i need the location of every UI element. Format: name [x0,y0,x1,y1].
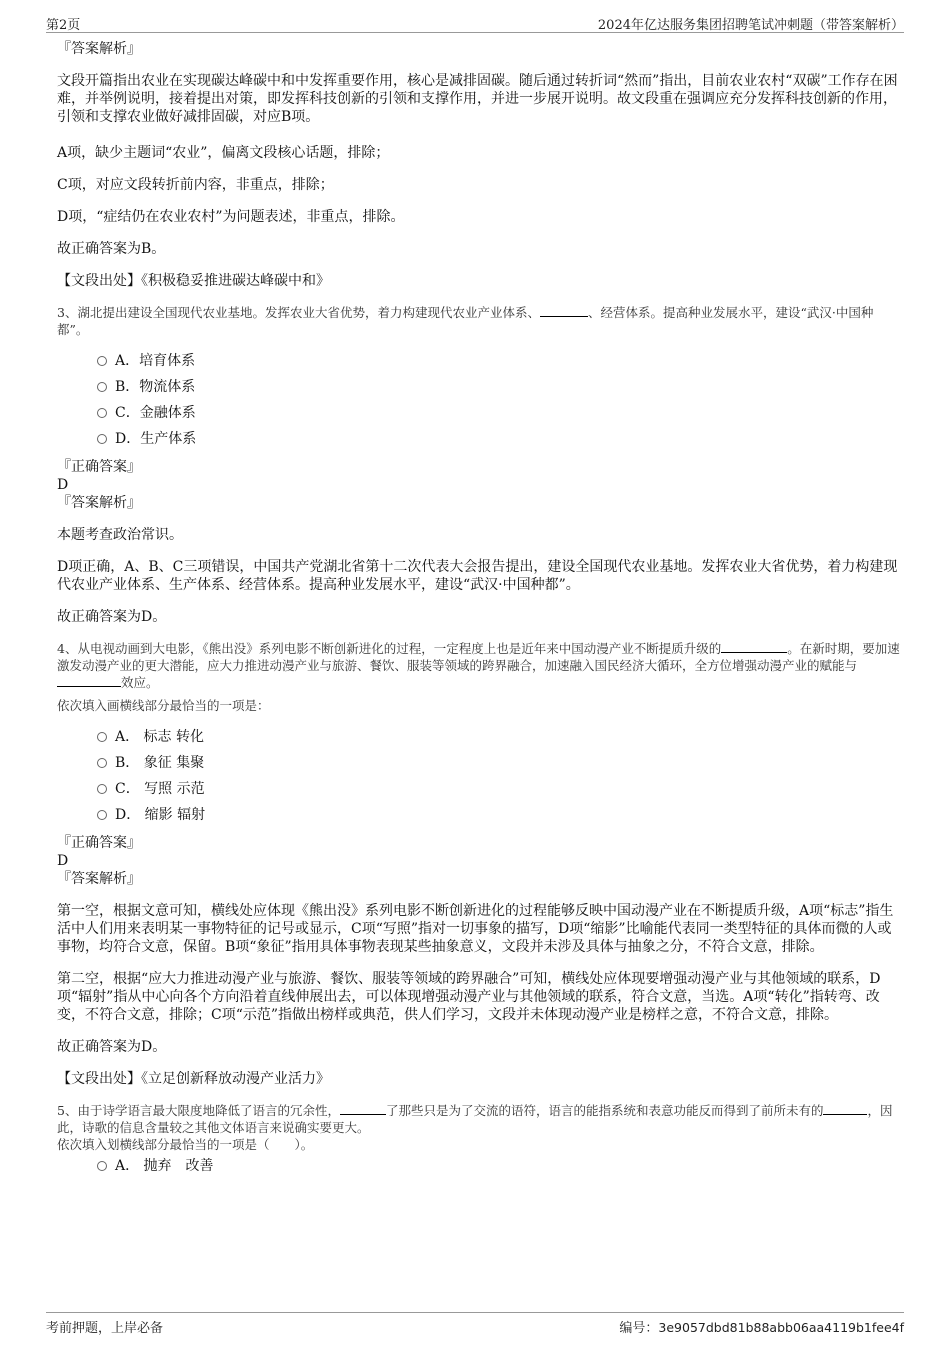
document-title: 2024年亿达服务集团招聘笔试冲刺题（带答案解析） [597,18,904,33]
q4-stem: 4、从电视动画到大电影，《熊出没》系列电影不断创新进化的过程，一定程度上也是近年来中国动漫产业不断提质升级的 。在新时期，要加速激发动漫产业的更大潜能，应大力推进动漫产业与旅游、餐饮、服装等领域的跨界融合，加速融入国民经济大循环，全方位增强动漫产业的赋能与效应。 [57,641,900,690]
q4-source: 【文段出处】《立足创新释放动漫产业活力》 [57,1071,330,1087]
q5-blank-1 [340,1113,386,1115]
q2-analysis: 文段开篇指出农业在实现碳达峰碳中和中发挥重要作用，核心是减排固碳。随后通过转折词“然而”指出，目前农业农村“双碳”工作存在困难，并举例说明，接着提出对策，即发挥科技创新的引领和支撑作用，并进一步展开说明。故文段重在强调应充分发挥科技创新的作用，引领和支撑农业做好减排固碳，对应B项。 [57,73,898,125]
q3-analysis-title: 『答案解析』 [57,495,141,511]
q2-note-c: C项，对应文段转折前内容，非重点，排除； [57,177,334,193]
document-code [619,1317,904,1336]
radio-icon[interactable] [97,810,107,820]
q4-blank-2 [57,685,121,687]
q2-source: 【文段出处】《积极稳妥推进碳达峰碳中和》 [57,273,330,289]
radio-icon[interactable] [97,784,107,794]
code-label: 编号： [619,1321,659,1336]
q3-analysis-1: 本题考查政治常识。 [57,527,183,543]
q3-stem-b: 、经营体系。提高种业发展水平，建设“武汉·中国种都”。 [57,305,874,337]
q4-answer-title: 『正确答案』 [57,835,141,851]
radio-icon[interactable] [97,434,107,444]
q4-analysis-1: 第一空，根据文意可知，横线处应体现《熊出没》系列电影不断创新进化的过程能够反映中国动漫产业在不断提质升级，A项“标志”指生活中人们用来表明某一事物特征的记号或显示，C项“写照”指对一切事象的描写，D项“缩影”比喻能代表同一类型特征的具体而微的人或事物，均符合文意，保留。B项“象征”指用具体事物表现某些抽象意义，文段并未涉及具体与抽象之分，不符合文意，排除。 [57,903,894,955]
q3-option-b[interactable]: B．物流体系 [57,374,902,400]
q3-option-a[interactable]: A．培育体系 [57,348,902,374]
q5-prompt: 依次填入划横线部分最恰当的一项是（ ）。 [57,1137,314,1152]
q5-stem: 5、由于诗学语言最大限度地降低了语言的冗余性， 了那些只是为了交流的语符，语言的能指系统和表意功能反而得到了前所未有的 ，因此，诗歌的信息含量较之其他文体语言来说确实要更大。 [57,1103,893,1135]
q4-analysis-title: 『答案解析』 [57,871,141,887]
q3-analysis-2: D项正确，A、B、C三项错误，中国共产党湖北省第十二次代表大会报告提出，建设全国现代农业基地。发挥农业大省优势，着力构建现代农业产业体系、生产体系、经营体系。提高种业发展水平，建设“武汉·中国种都”。 [57,559,898,593]
q4-analysis-2: 第二空，根据“应大力推进动漫产业与旅游、餐饮、服装等领域的跨界融合”可知，横线处应体现要增强动漫产业与其他领域的联系，D项“辐射”指从中心向各个方向沿着直线伸展出去，可以体现增强动漫产业与其他领域的联系，符合文意，当选。A项“转化”指转弯、改变，不符合文意，排除；C项“示范”指做出榜样或典范，供人们学习，文段并未体现动漫产业是榜样之意，不符合文意，排除。 [57,971,881,1023]
q3-option-d[interactable]: D．生产体系 [57,426,902,452]
q3-blank [540,315,588,317]
code-value: 3e9057dbd81b88abb06aa4119b1fee4f [658,1320,904,1335]
radio-icon[interactable] [97,408,107,418]
q2-note-d: D项，“症结仍在农业农村”为问题表述，非重点，排除。 [57,209,405,225]
page-number: 第2页 [46,18,81,33]
q5-option-a[interactable]: A． 抛弃 改善 [57,1153,902,1179]
q4-option-a[interactable]: A． 标志 转化 [57,724,902,750]
q2-analysis-title: 『答案解析』 [57,41,141,57]
radio-icon[interactable] [97,382,107,392]
page-header [46,12,904,33]
q4-conclusion: 故正确答案为D。 [57,1039,167,1055]
content [57,40,902,1179]
q4-answer: D [57,853,69,869]
q2-note-a: A项，缺少主题词“农业”，偏离文段核心话题，排除； [57,145,390,161]
q3-stem [57,304,902,338]
q3-answer: D [57,477,69,493]
radio-icon[interactable] [97,732,107,742]
radio-icon[interactable] [97,356,107,366]
q4-blank-1 [721,651,787,653]
q4-option-c[interactable]: C． 写照 示范 [57,776,902,802]
q3-answer-title: 『正确答案』 [57,459,141,475]
radio-icon[interactable] [97,1161,107,1171]
q4-option-b[interactable]: B． 象征 集聚 [57,750,902,776]
q3-conclusion: 故正确答案为D。 [57,609,167,625]
footer-slogan: 考前押题，上岸必备 [46,1321,164,1336]
page-footer [46,1312,904,1335]
q4-option-d[interactable]: D． 缩影 辐射 [57,802,902,828]
q3-stem-a: 3、湖北提出建设全国现代农业基地。发挥农业大省优势，着力构建现代农业产业体系、 [57,305,540,320]
q4-prompt: 依次填入画横线部分最恰当的一项是： [57,698,270,713]
q5-blank-2 [823,1113,867,1115]
radio-icon[interactable] [97,758,107,768]
q2-conclusion: 故正确答案为B。 [57,241,166,257]
q3-option-c[interactable]: C．金融体系 [57,400,902,426]
